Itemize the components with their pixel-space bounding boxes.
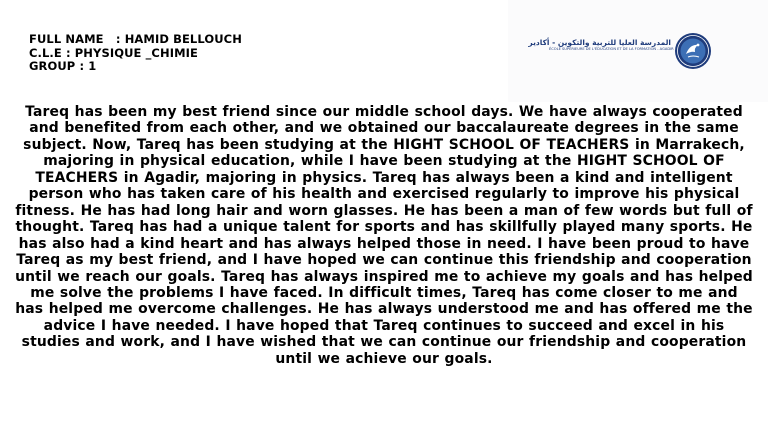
school-logo <box>528 32 713 66</box>
university-emblem-icon <box>674 32 712 70</box>
school-name-arabic: المدرسة العليا للتربية والتكوين - أكادير <box>528 38 671 47</box>
student-info <box>29 33 242 74</box>
school-name-french: ÉCOLE SUPÉRIEURE DE L'ÉDUCATION ET DE LA FORMATION - AGADIR <box>549 47 674 51</box>
school-logo-text <box>528 38 674 52</box>
essay-paragraph: Tareq has been my best friend since our middle school days. We have always cooperated and benefited from each other, and we obtained our baccalaureate degrees in the same subject. Now, Tareq has been studying at the HIGHT SCHOOL OF TEACHERS in Marrakech, majoring in physical education, while I have been studying at the HIGHT SCHOOL OF TEACHERS in Agadir, majoring in physics. Tareq has always been a kind and intelligent person who has taken care of his health and exercised regularly to improve his physical fitness. He has had long hair and worn glasses. He has been a man of few words but full of thought. Tareq has had a unique talent for sports and has skillfully played many sports. He has also had a kind heart and has always helped those in need. I have been proud to have Tareq as my best friend, and I have hoped we can continue this friendship and cooperation until we reach our goals. Tareq has always inspired me to achieve my goals and has helped me solve the problems I have faced. In difficult times, Tareq has come closer to me and has helped me overcome challenges. He has always understood me and has offered me the advice I have needed. I have hoped that Tareq continues to succeed and excel in his studies and work, and I have wished that we can continue our friendship and cooperation until we achieve our goals. <box>15 104 753 367</box>
cle-line: C.L.E : PHYSIQUE _CHIMIE <box>29 45 198 60</box>
group-line: GROUP : 1 <box>29 59 97 73</box>
full-name-line: FULL NAME : HAMID BELLOUCH <box>29 32 242 46</box>
